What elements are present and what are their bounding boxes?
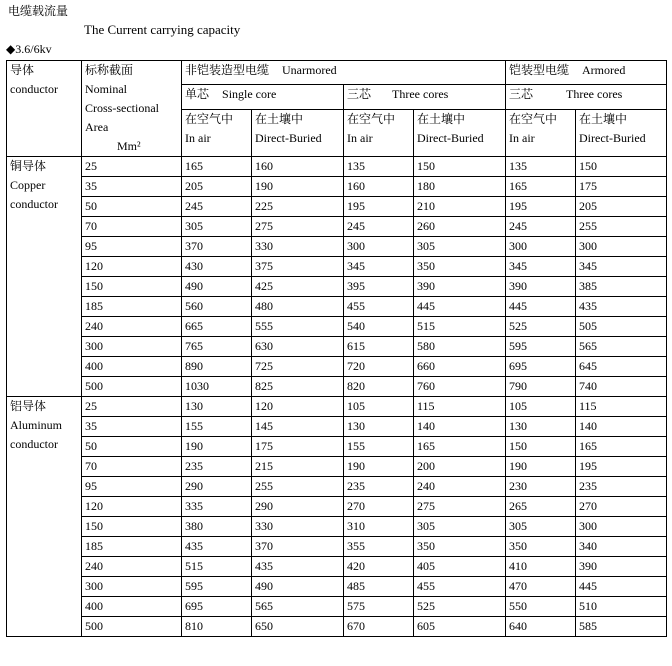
- document-title: 电缆载流量: [8, 4, 69, 18]
- capacity-cell: 525: [506, 317, 576, 337]
- table-row: [7, 577, 667, 597]
- capacity-cell: 350: [414, 537, 506, 557]
- capacity-cell: 485: [344, 577, 414, 597]
- capacity-cell: 270: [576, 497, 667, 517]
- capacity-cell: 165: [414, 437, 506, 457]
- unarmored-three-air-header: 在空气中 In air: [344, 109, 414, 156]
- capacity-cell: 195: [344, 197, 414, 217]
- capacity-cell: 595: [506, 337, 576, 357]
- table-row: [7, 337, 667, 357]
- table-row: [7, 457, 667, 477]
- capacity-cell: 490: [252, 577, 344, 597]
- cross-section-cell: 70: [82, 217, 182, 237]
- capacity-cell: 140: [576, 417, 667, 437]
- capacity-cell: 235: [344, 477, 414, 497]
- cross-section-cell: 240: [82, 317, 182, 337]
- table-row: [7, 377, 667, 397]
- capacity-cell: 145: [252, 417, 344, 437]
- capacity-cell: 240: [414, 477, 506, 497]
- capacity-cell: 490: [182, 277, 252, 297]
- capacity-cell: 160: [344, 177, 414, 197]
- cross-section-cell: 50: [82, 197, 182, 217]
- capacity-cell: 370: [182, 237, 252, 257]
- capacity-cell: 430: [182, 257, 252, 277]
- capacity-cell: 235: [576, 477, 667, 497]
- capacity-cell: 445: [576, 577, 667, 597]
- capacity-cell: 255: [576, 217, 667, 237]
- unarmored-three-soil-header: 在土壤中 Direct-Buried: [414, 109, 506, 156]
- table-row: [7, 197, 667, 217]
- capacity-cell: 380: [182, 517, 252, 537]
- capacity-cell: 420: [344, 557, 414, 577]
- cross-section-cell: 185: [82, 297, 182, 317]
- capacity-cell: 200: [414, 457, 506, 477]
- capacity-cell: 1030: [182, 377, 252, 397]
- voltage-rating: ◆3.6/6kv: [6, 42, 52, 56]
- unarmored-three-cores-header: 三芯 Three cores: [344, 85, 506, 109]
- table-row: [7, 317, 667, 337]
- single-soil-header: 在土壤中 Direct-Buried: [252, 109, 344, 156]
- capacity-cell: 210: [414, 197, 506, 217]
- cross-section-header: 标称截面 Nominal Cross-sectional Area Mm²: [82, 61, 182, 157]
- capacity-cell: 645: [576, 357, 667, 377]
- capacity-cell: 205: [182, 177, 252, 197]
- capacity-cell: 330: [252, 517, 344, 537]
- capacity-cell: 515: [414, 317, 506, 337]
- capacity-cell: 405: [414, 557, 506, 577]
- capacity-cell: 190: [344, 457, 414, 477]
- capacity-cell: 195: [576, 457, 667, 477]
- capacity-cell: 255: [252, 477, 344, 497]
- document-subtitle: The Current carrying capacity: [84, 22, 241, 37]
- capacity-cell: 350: [506, 537, 576, 557]
- capacity-cell: 455: [414, 577, 506, 597]
- table-row: [7, 357, 667, 377]
- table-row: [7, 417, 667, 437]
- capacity-cell: 150: [414, 157, 506, 177]
- capacity-cell: 605: [414, 617, 506, 637]
- table-row: [7, 557, 667, 577]
- capacity-cell: 150: [576, 157, 667, 177]
- cross-section-cell: 50: [82, 437, 182, 457]
- capacity-cell: 300: [344, 237, 414, 257]
- capacity-cell: 105: [506, 397, 576, 417]
- cross-section-cell: 25: [82, 157, 182, 177]
- table-row: [7, 237, 667, 257]
- capacity-cell: 215: [252, 457, 344, 477]
- table-row: [7, 277, 667, 297]
- capacity-cell: 225: [252, 197, 344, 217]
- capacity-cell: 390: [506, 277, 576, 297]
- capacity-cell: 150: [506, 437, 576, 457]
- capacity-cell: 190: [506, 457, 576, 477]
- cross-section-cell: 95: [82, 477, 182, 497]
- capacity-cell: 155: [344, 437, 414, 457]
- armored-three-air-header: 在空气中 In air: [506, 109, 576, 156]
- cross-section-cell: 95: [82, 237, 182, 257]
- capacity-cell: 810: [182, 617, 252, 637]
- capacity-cell: 550: [506, 597, 576, 617]
- table-row: [7, 437, 667, 457]
- armored-header: 铠装型电缆 Armored: [506, 61, 667, 85]
- capacity-cell: 560: [182, 297, 252, 317]
- capacity-cell: 175: [252, 437, 344, 457]
- capacity-cell: 825: [252, 377, 344, 397]
- capacity-cell: 330: [252, 237, 344, 257]
- capacity-cell: 525: [414, 597, 506, 617]
- capacity-cell: 345: [506, 257, 576, 277]
- table-row: [7, 297, 667, 317]
- cross-section-cell: 500: [82, 377, 182, 397]
- capacity-cell: 395: [344, 277, 414, 297]
- current-capacity-table: [6, 60, 667, 637]
- capacity-cell: 595: [182, 577, 252, 597]
- armored-three-soil-header: 在土壤中 Direct-Buried: [576, 109, 667, 156]
- cross-section-cell: 25: [82, 397, 182, 417]
- capacity-cell: 720: [344, 357, 414, 377]
- capacity-cell: 275: [252, 217, 344, 237]
- capacity-cell: 230: [506, 477, 576, 497]
- table-row: [7, 177, 667, 197]
- table-row: [7, 157, 667, 177]
- capacity-cell: 310: [344, 517, 414, 537]
- cross-section-cell: 150: [82, 517, 182, 537]
- capacity-cell: 290: [182, 477, 252, 497]
- capacity-cell: 435: [576, 297, 667, 317]
- capacity-cell: 160: [252, 157, 344, 177]
- cross-section-cell: 185: [82, 537, 182, 557]
- capacity-cell: 660: [414, 357, 506, 377]
- table-row: [7, 477, 667, 497]
- table-row: [7, 517, 667, 537]
- capacity-cell: 245: [344, 217, 414, 237]
- capacity-cell: 760: [414, 377, 506, 397]
- capacity-cell: 135: [506, 157, 576, 177]
- capacity-cell: 305: [414, 237, 506, 257]
- cross-section-cell: 400: [82, 357, 182, 377]
- aluminum-conductor-label: 铝导体 Aluminum conductor: [7, 397, 82, 637]
- capacity-cell: 575: [344, 597, 414, 617]
- capacity-cell: 585: [576, 617, 667, 637]
- capacity-cell: 630: [252, 337, 344, 357]
- capacity-cell: 245: [182, 197, 252, 217]
- capacity-cell: 725: [252, 357, 344, 377]
- capacity-cell: 305: [506, 517, 576, 537]
- capacity-cell: 260: [414, 217, 506, 237]
- capacity-cell: 135: [344, 157, 414, 177]
- conductor-header: 导体 conductor: [7, 61, 82, 157]
- capacity-cell: 165: [182, 157, 252, 177]
- capacity-cell: 165: [506, 177, 576, 197]
- table-row: [7, 397, 667, 417]
- capacity-cell: 390: [576, 557, 667, 577]
- capacity-cell: 155: [182, 417, 252, 437]
- table-row: [7, 217, 667, 237]
- capacity-cell: 445: [506, 297, 576, 317]
- capacity-cell: 370: [252, 537, 344, 557]
- header-row-1: [7, 61, 667, 85]
- capacity-cell: 270: [344, 497, 414, 517]
- capacity-cell: 335: [182, 497, 252, 517]
- capacity-cell: 140: [414, 417, 506, 437]
- capacity-cell: 340: [576, 537, 667, 557]
- capacity-cell: 290: [252, 497, 344, 517]
- cross-section-cell: 500: [82, 617, 182, 637]
- copper-conductor-label: 铜导体 Copper conductor: [7, 157, 82, 397]
- capacity-cell: 105: [344, 397, 414, 417]
- cross-section-cell: 300: [82, 337, 182, 357]
- capacity-cell: 305: [414, 517, 506, 537]
- capacity-cell: 305: [182, 217, 252, 237]
- capacity-cell: 130: [506, 417, 576, 437]
- capacity-cell: 375: [252, 257, 344, 277]
- unarmored-header: 非铠装造型电缆 Unarmored: [182, 61, 506, 85]
- capacity-cell: 385: [576, 277, 667, 297]
- table-row: [7, 617, 667, 637]
- capacity-cell: 390: [414, 277, 506, 297]
- capacity-cell: 425: [252, 277, 344, 297]
- capacity-cell: 555: [252, 317, 344, 337]
- capacity-cell: 300: [576, 237, 667, 257]
- capacity-cell: 505: [576, 317, 667, 337]
- capacity-cell: 510: [576, 597, 667, 617]
- table-row: [7, 597, 667, 617]
- table-row: [7, 497, 667, 517]
- capacity-cell: 765: [182, 337, 252, 357]
- capacity-cell: 695: [182, 597, 252, 617]
- cross-section-cell: 120: [82, 497, 182, 517]
- capacity-cell: 445: [414, 297, 506, 317]
- capacity-cell: 300: [576, 517, 667, 537]
- capacity-cell: 130: [182, 397, 252, 417]
- capacity-cell: 205: [576, 197, 667, 217]
- capacity-cell: 130: [344, 417, 414, 437]
- capacity-cell: 345: [344, 257, 414, 277]
- capacity-cell: 195: [506, 197, 576, 217]
- capacity-cell: 480: [252, 297, 344, 317]
- capacity-cell: 665: [182, 317, 252, 337]
- cross-section-cell: 120: [82, 257, 182, 277]
- capacity-cell: 165: [576, 437, 667, 457]
- capacity-cell: 615: [344, 337, 414, 357]
- cross-section-cell: 400: [82, 597, 182, 617]
- cross-section-cell: 240: [82, 557, 182, 577]
- capacity-cell: 670: [344, 617, 414, 637]
- capacity-cell: 435: [252, 557, 344, 577]
- capacity-cell: 650: [252, 617, 344, 637]
- capacity-cell: 355: [344, 537, 414, 557]
- table-row: [7, 537, 667, 557]
- capacity-cell: 540: [344, 317, 414, 337]
- capacity-cell: 515: [182, 557, 252, 577]
- capacity-cell: 190: [252, 177, 344, 197]
- capacity-cell: 265: [506, 497, 576, 517]
- capacity-cell: 455: [344, 297, 414, 317]
- capacity-cell: 580: [414, 337, 506, 357]
- capacity-cell: 345: [576, 257, 667, 277]
- capacity-cell: 820: [344, 377, 414, 397]
- capacity-cell: 350: [414, 257, 506, 277]
- capacity-cell: 115: [576, 397, 667, 417]
- cross-section-cell: 300: [82, 577, 182, 597]
- capacity-cell: 740: [576, 377, 667, 397]
- capacity-cell: 175: [576, 177, 667, 197]
- capacity-cell: 470: [506, 577, 576, 597]
- armored-three-cores-header: 三芯 Three cores: [506, 85, 667, 109]
- capacity-cell: 275: [414, 497, 506, 517]
- capacity-cell: 235: [182, 457, 252, 477]
- capacity-cell: 890: [182, 357, 252, 377]
- capacity-cell: 300: [506, 237, 576, 257]
- capacity-cell: 245: [506, 217, 576, 237]
- capacity-cell: 565: [252, 597, 344, 617]
- cross-section-cell: 35: [82, 417, 182, 437]
- cross-section-cell: 70: [82, 457, 182, 477]
- capacity-cell: 190: [182, 437, 252, 457]
- capacity-cell: 695: [506, 357, 576, 377]
- cross-section-cell: 35: [82, 177, 182, 197]
- single-core-header: 单芯 Single core: [182, 85, 344, 109]
- capacity-cell: 565: [576, 337, 667, 357]
- capacity-cell: 120: [252, 397, 344, 417]
- single-air-header: 在空气中 In air: [182, 109, 252, 156]
- capacity-cell: 640: [506, 617, 576, 637]
- capacity-cell: 410: [506, 557, 576, 577]
- table-row: [7, 257, 667, 277]
- capacity-cell: 180: [414, 177, 506, 197]
- capacity-cell: 790: [506, 377, 576, 397]
- capacity-cell: 435: [182, 537, 252, 557]
- capacity-cell: 115: [414, 397, 506, 417]
- cross-section-cell: 150: [82, 277, 182, 297]
